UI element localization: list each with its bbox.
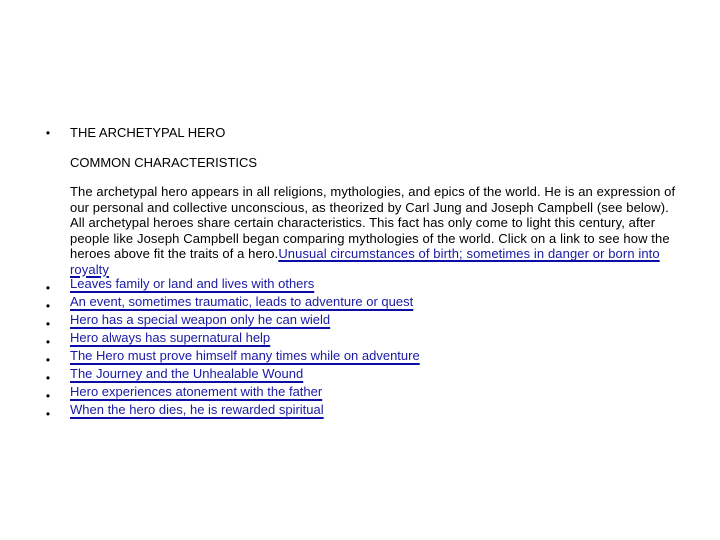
bullet-marker: •: [45, 407, 51, 421]
link-unhealable-wound[interactable]: The Journey and the Unhealable Wound: [70, 366, 304, 381]
link-special-weapon[interactable]: Hero has a special weapon only he can wield: [70, 312, 331, 327]
intro-text: The archetypal hero appears in all religions, mythologies, and epics of the world. He is an expression of our personal and collective unconscious, as theorized by Carl Jung and Joseph Campbell (see below). All archetypal heroes share certain characteristics. This fact has only come to light this century, after people like Joseph Campbell began comparing mythologies of the world. Click on a link to see how the heroes above fit the traits of a hero.: [70, 184, 676, 262]
link-prove-himself[interactable]: The Hero must prove himself many times while on adventure: [70, 348, 420, 363]
link-rewarded-spiritual[interactable]: When the hero dies, he is rewarded spiritual: [70, 402, 324, 417]
bullet-marker: •: [45, 126, 51, 140]
bullet-marker: •: [45, 371, 51, 385]
link-atonement-father[interactable]: Hero experiences atonement with the father: [70, 384, 323, 399]
bullet-marker: •: [45, 353, 51, 367]
bullet-marker: •: [45, 281, 51, 295]
intro-paragraph: [70, 184, 680, 278]
bullet-marker: •: [45, 389, 51, 403]
bullet-marker: •: [45, 317, 51, 331]
link-unusual-birth[interactable]: Unusual circumstances of birth; sometimes in danger or born into royalty: [70, 246, 660, 277]
slide-title: THE ARCHETYPAL HERO: [70, 125, 226, 140]
link-supernatural-help[interactable]: Hero always has supernatural help: [70, 330, 271, 345]
link-event-adventure[interactable]: An event, sometimes traumatic, leads to adventure or quest: [70, 294, 414, 309]
bullet-marker: •: [45, 335, 51, 349]
bullet-marker: •: [45, 299, 51, 313]
link-leaves-family[interactable]: Leaves family or land and lives with others: [70, 276, 315, 291]
slide-subtitle: COMMON CHARACTERISTICS: [70, 155, 258, 170]
